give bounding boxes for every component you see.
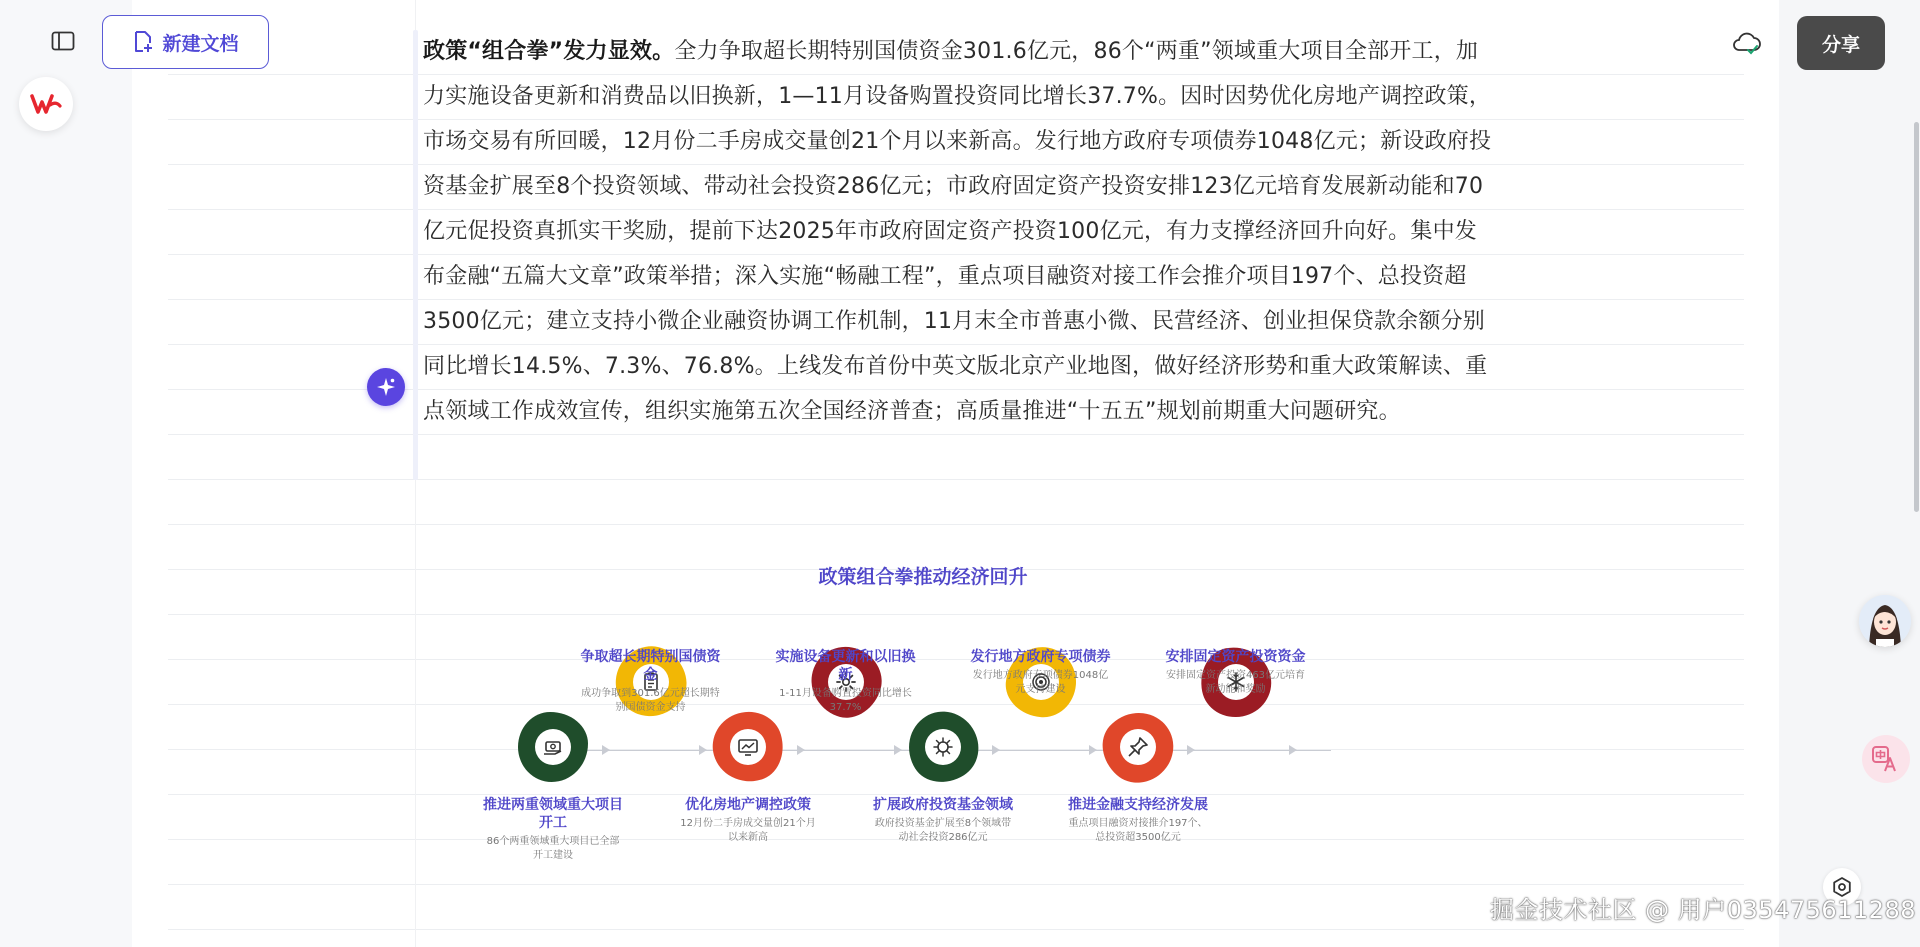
step-icon-holder — [1120, 729, 1156, 765]
left-rail — [0, 0, 132, 947]
step-description: 1-11月设备购置投资同比增长37.7% — [779, 688, 912, 713]
step-icon-holder — [730, 729, 766, 765]
assistant-face-icon — [1859, 595, 1911, 647]
paragraph-body: 全力争取超长期特别国债资金301.6亿元，86个“两重”领域重大项目全部开工，加力实施设备更新和消费品以旧换新，1—11月设备购置投资同比增长37.7%。因时因势优化房地产调控政策，市场交易有所回暖，12月份二手房成交量创21个月以来新高。发行地方政府专项债券1048亿元；新设政府投资基金扩展至8个投资领域、带动社会投资286亿元；市政府固定资产投资安排123亿元培育发展新动能和70亿元促投资真抓实干奖励，提前下达2025年市政府固定资产投资100亿元，有力支撑经济回升向好。集中发布金融“五篇大文章”政策举措；深入实施“畅融工程”，重点项目融资对接工作会推介项目197个、总投资超3500亿元；建立支持小微企业融资协调工作机制，11月末全市普惠小微、民营经济、创业担保贷款余额分别同比增长14.5%、7.3%、76.8%。上线发布首份中英文版北京产业地图，做好经济形势和重大政策解读、重点领域工作成效宣传，组织实施第五次全国经济普查；高质量推进“十五五”规划前期重大问题研究。 — [423, 39, 1492, 424]
step-title: 争取超长期特别国债资金 — [580, 649, 721, 683]
infographic[interactable] — [423, 520, 1498, 940]
step-label — [1068, 796, 1208, 845]
flow-arrow — [797, 745, 805, 755]
cloud-sync-status[interactable] — [1730, 30, 1762, 56]
step-description: 12月份二手房成交量创21个月以来新高 — [680, 818, 816, 843]
step-label — [971, 648, 1111, 697]
step-description: 政府投资基金扩展至8个领域带动社会投资286亿元 — [874, 818, 1012, 843]
ai-assistant-avatar[interactable] — [1859, 595, 1911, 647]
document-paragraph[interactable] — [423, 29, 1498, 434]
step-label — [581, 648, 721, 715]
step-node — [1103, 712, 1173, 782]
hand-coin-icon — [541, 735, 565, 759]
pin-icon — [1126, 735, 1150, 759]
step-label — [1166, 648, 1306, 697]
new-document-button[interactable] — [102, 15, 269, 69]
scrollbar-thumb[interactable] — [1914, 122, 1919, 512]
step-title: 推进两重领域重大项目开工 — [483, 797, 623, 831]
step-icon-holder — [925, 729, 961, 765]
infographic-title: 政策组合拳推动经济回升 — [818, 566, 1028, 588]
flow-arrow — [992, 745, 1000, 755]
translate-button[interactable] — [1862, 735, 1910, 783]
step-description: 安排固定资产投资463亿元培育新动能和奖励 — [1165, 670, 1306, 695]
flow-arrow — [894, 745, 902, 755]
step-label — [776, 648, 916, 715]
watermark: 掘金技术社区 @ 用户035475611288 — [1490, 896, 1916, 924]
wps-logo-icon — [30, 93, 62, 115]
step-title: 优化房地产调控政策 — [685, 797, 811, 813]
sparkle-icon — [375, 376, 397, 398]
step-title: 发行地方政府专项债券 — [970, 649, 1111, 665]
step-node — [908, 712, 978, 782]
new-document-icon — [132, 30, 154, 54]
flow-arrow — [1089, 745, 1097, 755]
paragraph-lead: 政策“组合拳”发力显效。 — [423, 39, 675, 64]
step-node — [518, 712, 588, 782]
flow-arrow — [1289, 745, 1297, 755]
paragraph-indicator — [413, 30, 418, 480]
chart-screen-icon — [736, 735, 760, 759]
step-label — [873, 796, 1013, 845]
step-label — [483, 796, 623, 863]
step-node — [713, 712, 783, 782]
step-icon-holder — [535, 729, 571, 765]
virus-icon — [931, 735, 955, 759]
flow-arrow — [699, 745, 707, 755]
cloud-check-icon — [1730, 30, 1762, 56]
step-description: 成功争取到301.6亿元超长期特别国债资金支持 — [581, 688, 720, 713]
share-button[interactable]: 分享 — [1797, 16, 1885, 70]
sidebar-toggle-icon — [51, 31, 75, 51]
step-title: 扩展政府投资基金领域 — [873, 797, 1013, 813]
wps-logo[interactable] — [19, 77, 73, 131]
step-description: 86个两重领域重大项目已全部开工建设 — [486, 836, 620, 861]
flow-arrow — [1187, 745, 1195, 755]
step-description: 重点项目融资对接推介197个、总投资超3500亿元 — [1068, 818, 1208, 843]
step-title: 实施设备更新和以旧换新 — [775, 649, 916, 683]
translate-icon — [1871, 744, 1901, 774]
step-label — [678, 796, 818, 845]
flow-arrow — [602, 745, 610, 755]
step-description: 发行地方政府专项债券1048亿元支持建设 — [972, 670, 1109, 695]
ruled-line — [168, 479, 1744, 480]
new-document-label: 新建文档 — [162, 32, 239, 55]
step-title: 安排固定资产投资资金 — [1165, 649, 1306, 665]
sidebar-toggle-button[interactable] — [48, 28, 78, 54]
ai-assist-button[interactable] — [367, 368, 405, 406]
ruled-line — [168, 434, 1744, 435]
step-title: 推进金融支持经济发展 — [1068, 797, 1208, 813]
